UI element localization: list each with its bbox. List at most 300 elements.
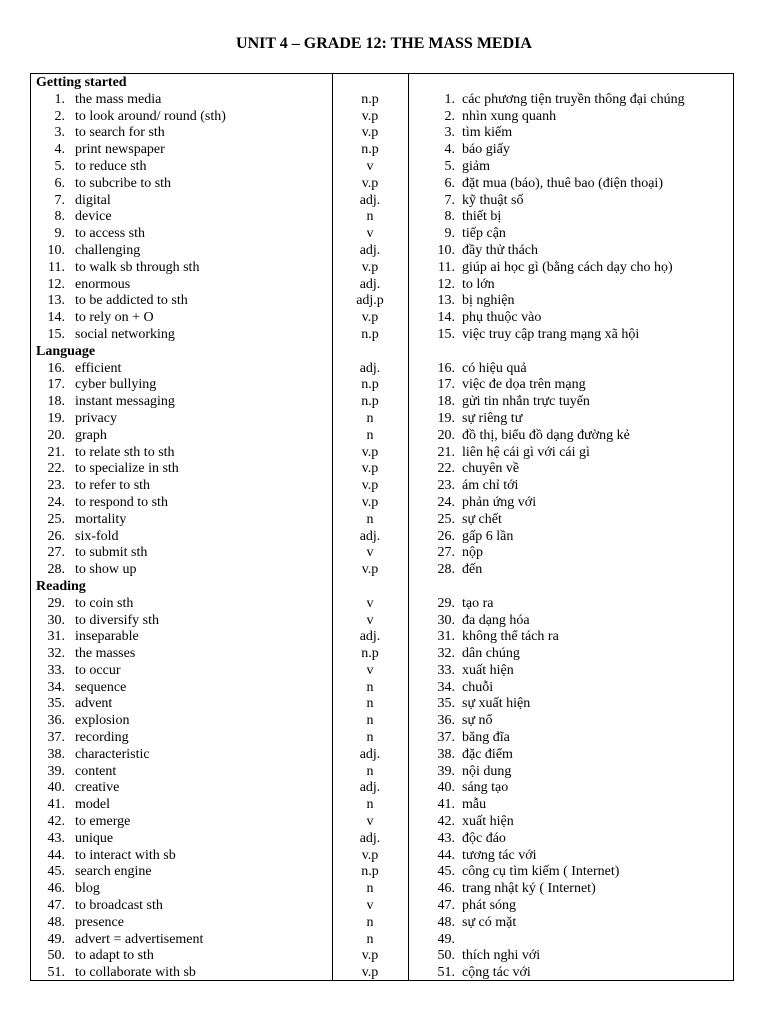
vietnamese-meaning: báo giấy xyxy=(462,142,510,158)
part-of-speech: n.p xyxy=(361,377,379,393)
vietnamese-meaning: trang nhật ký ( Internet) xyxy=(462,881,596,897)
en-number: 26. xyxy=(47,528,65,544)
table-row xyxy=(31,293,733,310)
english-term: to walk sb through sth xyxy=(75,259,200,275)
vi-number: 34. xyxy=(437,679,455,695)
vi-number: 10. xyxy=(437,242,455,258)
english-term: to refer to sth xyxy=(75,478,151,494)
en-number: 47. xyxy=(47,898,65,914)
en-number: 49. xyxy=(47,931,65,947)
en-number: 12. xyxy=(47,276,65,292)
en-number: 18. xyxy=(47,394,65,410)
english-term: content xyxy=(75,763,117,779)
vietnamese-meaning: sự chết xyxy=(462,511,502,527)
en-number: 15. xyxy=(47,326,65,342)
part-of-speech: v.p xyxy=(361,965,379,981)
part-of-speech: v.p xyxy=(361,562,379,578)
vietnamese-meaning: bị nghiện xyxy=(462,293,515,309)
table-row xyxy=(31,461,733,478)
vi-number: 35. xyxy=(437,696,455,712)
vietnamese-meaning: tạo ra xyxy=(462,595,494,611)
part-of-speech: adj.p xyxy=(356,293,384,309)
english-term: cyber bullying xyxy=(75,377,157,393)
vi-number: 24. xyxy=(437,494,455,510)
vietnamese-meaning: đa dạng hóa xyxy=(462,612,530,628)
english-term: to be addicted to sth xyxy=(75,293,188,309)
part-of-speech: v.p xyxy=(361,948,379,964)
part-of-speech: n.p xyxy=(361,91,379,107)
vietnamese-meaning: băng đĩa xyxy=(462,730,510,746)
vi-number: 14. xyxy=(437,310,455,326)
section-heading: Reading xyxy=(36,578,86,594)
part-of-speech: n.p xyxy=(361,394,379,410)
english-term: to diversify sth xyxy=(75,612,159,628)
table-row xyxy=(31,445,733,462)
en-number: 25. xyxy=(47,511,65,527)
vietnamese-meaning: tương tác với xyxy=(462,847,537,863)
english-term: characteristic xyxy=(75,746,150,762)
part-of-speech: v.p xyxy=(361,310,379,326)
english-term: sequence xyxy=(75,679,127,695)
part-of-speech: n xyxy=(366,797,374,813)
table-row xyxy=(31,495,733,512)
en-number: 48. xyxy=(47,914,65,930)
english-term: graph xyxy=(75,427,107,443)
english-term: presence xyxy=(75,914,124,930)
english-term: to relate sth to sth xyxy=(75,444,175,460)
english-term: explosion xyxy=(75,713,130,729)
vietnamese-meaning: ám chỉ tới xyxy=(462,478,519,494)
vietnamese-meaning: thiết bị xyxy=(462,209,502,225)
vi-number: 44. xyxy=(437,847,455,863)
part-of-speech: v.p xyxy=(361,259,379,275)
en-number: 39. xyxy=(47,763,65,779)
vietnamese-meaning: nội dung xyxy=(462,763,512,779)
en-number: 6. xyxy=(54,175,65,191)
table-row xyxy=(31,814,733,831)
english-term: device xyxy=(75,209,112,225)
table-row xyxy=(31,277,733,294)
vi-number: 29. xyxy=(437,595,455,611)
table-row xyxy=(31,545,733,562)
vocabulary-rows xyxy=(31,75,733,982)
table-row xyxy=(31,713,733,730)
part-of-speech: n.p xyxy=(361,326,379,342)
part-of-speech: v.p xyxy=(361,175,379,191)
vietnamese-meaning: độc đáo xyxy=(462,830,506,846)
table-row xyxy=(31,394,733,411)
table-row xyxy=(31,512,733,529)
vi-number: 4. xyxy=(444,142,455,158)
english-term: privacy xyxy=(75,410,117,426)
vietnamese-meaning: phụ thuộc vào xyxy=(462,310,542,326)
part-of-speech: v xyxy=(366,612,374,628)
vi-number: 27. xyxy=(437,545,455,561)
vi-number: 45. xyxy=(437,864,455,880)
english-term: unique xyxy=(75,830,114,846)
english-term: social networking xyxy=(75,326,175,342)
vi-number: 6. xyxy=(444,175,455,191)
part-of-speech: n xyxy=(366,696,374,712)
part-of-speech: v.p xyxy=(361,494,379,510)
part-of-speech: n xyxy=(366,713,374,729)
part-of-speech: v xyxy=(366,595,374,611)
vi-number: 16. xyxy=(437,360,455,376)
part-of-speech: v xyxy=(366,158,374,174)
en-number: 3. xyxy=(54,125,65,141)
en-number: 8. xyxy=(54,209,65,225)
vi-number: 21. xyxy=(437,444,455,460)
vietnamese-meaning: chuỗi xyxy=(462,679,494,695)
english-term: to collaborate with sb xyxy=(75,965,196,981)
part-of-speech: v xyxy=(366,814,374,830)
vi-number: 36. xyxy=(437,713,455,729)
en-number: 32. xyxy=(47,646,65,662)
en-number: 2. xyxy=(54,108,65,124)
table-row xyxy=(31,881,733,898)
vietnamese-meaning: thích nghi với xyxy=(462,948,541,964)
en-number: 20. xyxy=(47,427,65,443)
part-of-speech: v xyxy=(366,662,374,678)
english-term: to broadcast sth xyxy=(75,898,163,914)
vi-number: 22. xyxy=(437,461,455,477)
section-heading-row xyxy=(31,75,733,92)
english-term: to adapt to sth xyxy=(75,948,154,964)
table-row xyxy=(31,125,733,142)
part-of-speech: v.p xyxy=(361,125,379,141)
table-row xyxy=(31,327,733,344)
part-of-speech: n xyxy=(366,763,374,779)
vietnamese-meaning: tiếp cận xyxy=(462,226,506,242)
en-number: 1. xyxy=(54,91,65,107)
part-of-speech: adj. xyxy=(359,242,381,258)
en-number: 30. xyxy=(47,612,65,628)
english-term: to occur xyxy=(75,662,121,678)
en-number: 24. xyxy=(47,494,65,510)
table-row xyxy=(31,730,733,747)
part-of-speech: adj. xyxy=(359,192,381,208)
en-number: 41. xyxy=(47,797,65,813)
part-of-speech: adj. xyxy=(359,528,381,544)
vi-number: 8. xyxy=(444,209,455,225)
table-row xyxy=(31,142,733,159)
part-of-speech: n xyxy=(366,730,374,746)
table-row xyxy=(31,159,733,176)
part-of-speech: v.p xyxy=(361,847,379,863)
part-of-speech: adj. xyxy=(359,360,381,376)
part-of-speech: v.p xyxy=(361,478,379,494)
table-row xyxy=(31,831,733,848)
en-number: 42. xyxy=(47,814,65,830)
table-row xyxy=(31,310,733,327)
part-of-speech: n xyxy=(366,410,374,426)
en-number: 37. xyxy=(47,730,65,746)
vietnamese-meaning: không thể tách ra xyxy=(462,629,559,645)
part-of-speech: adj. xyxy=(359,830,381,846)
vi-number: 48. xyxy=(437,914,455,930)
vi-number: 43. xyxy=(437,830,455,846)
english-term: the masses xyxy=(75,646,136,662)
vi-number: 23. xyxy=(437,478,455,494)
en-number: 45. xyxy=(47,864,65,880)
english-term: to reduce sth xyxy=(75,158,147,174)
table-row xyxy=(31,629,733,646)
english-term: blog xyxy=(75,881,100,897)
english-term: to access sth xyxy=(75,226,145,242)
english-term: efficient xyxy=(75,360,122,376)
vietnamese-meaning: phản ứng với xyxy=(462,494,537,510)
en-number: 50. xyxy=(47,948,65,964)
part-of-speech: adj. xyxy=(359,629,381,645)
vi-number: 33. xyxy=(437,662,455,678)
en-number: 16. xyxy=(47,360,65,376)
table-row xyxy=(31,562,733,579)
vietnamese-meaning: các phương tiện truyền thông đại chúng xyxy=(462,91,685,107)
en-number: 44. xyxy=(47,847,65,863)
english-term: to search for sth xyxy=(75,125,165,141)
vietnamese-meaning: giúp ai học gì (bằng cách dạy cho họ) xyxy=(462,259,673,275)
part-of-speech: n.p xyxy=(361,646,379,662)
vietnamese-meaning: đầy thử thách xyxy=(462,242,539,258)
part-of-speech: v xyxy=(366,898,374,914)
vi-number: 19. xyxy=(437,410,455,426)
english-term: to subcribe to sth xyxy=(75,175,172,191)
vi-number: 17. xyxy=(437,377,455,393)
english-term: to emerge xyxy=(75,814,131,830)
table-row xyxy=(31,209,733,226)
english-term: to specialize in sth xyxy=(75,461,179,477)
vietnamese-meaning: sự riêng tư xyxy=(462,410,523,426)
vi-number: 3. xyxy=(444,125,455,141)
table-row xyxy=(31,663,733,680)
vi-number: 28. xyxy=(437,562,455,578)
table-row xyxy=(31,948,733,965)
vi-number: 41. xyxy=(437,797,455,813)
english-term: recording xyxy=(75,730,129,746)
vi-number: 9. xyxy=(444,226,455,242)
en-number: 14. xyxy=(47,310,65,326)
english-term: to show up xyxy=(75,562,137,578)
english-term: challenging xyxy=(75,242,141,258)
table-row xyxy=(31,596,733,613)
vietnamese-meaning: kỹ thuật số xyxy=(462,192,524,208)
en-number: 10. xyxy=(47,242,65,258)
table-row xyxy=(31,260,733,277)
part-of-speech: n xyxy=(366,427,374,443)
part-of-speech: v.p xyxy=(361,444,379,460)
en-number: 23. xyxy=(47,478,65,494)
vietnamese-meaning: sự nổ xyxy=(462,713,493,729)
section-heading: Getting started xyxy=(36,75,127,90)
part-of-speech: v.p xyxy=(361,461,379,477)
vi-number: 15. xyxy=(437,326,455,342)
en-number: 38. xyxy=(47,746,65,762)
part-of-speech: n xyxy=(366,931,374,947)
vi-number: 25. xyxy=(437,511,455,527)
en-number: 40. xyxy=(47,780,65,796)
en-number: 4. xyxy=(54,142,65,158)
english-term: creative xyxy=(75,780,120,796)
english-term: inseparable xyxy=(75,629,139,645)
english-term: to interact with sb xyxy=(75,847,176,863)
english-term: mortality xyxy=(75,511,127,527)
english-term: enormous xyxy=(75,276,131,292)
vi-number: 12. xyxy=(437,276,455,292)
table-row xyxy=(31,898,733,915)
table-row xyxy=(31,915,733,932)
vietnamese-meaning: nhìn xung quanh xyxy=(462,108,557,124)
en-number: 34. xyxy=(47,679,65,695)
section-heading: Language xyxy=(36,343,96,359)
vietnamese-meaning: việc đe dọa trên mạng xyxy=(462,377,586,393)
english-term: six-fold xyxy=(75,528,119,544)
vietnamese-meaning: đặc điểm xyxy=(462,746,513,762)
en-number: 22. xyxy=(47,461,65,477)
vi-number: 37. xyxy=(437,730,455,746)
english-term: to submit sth xyxy=(75,545,148,561)
en-number: 27. xyxy=(47,545,65,561)
english-term: to respond to sth xyxy=(75,494,168,510)
vi-number: 31. xyxy=(437,629,455,645)
table-row xyxy=(31,109,733,126)
english-term: instant messaging xyxy=(75,394,175,410)
vietnamese-meaning: dân chúng xyxy=(462,646,520,662)
part-of-speech: n xyxy=(366,881,374,897)
en-number: 35. xyxy=(47,696,65,712)
part-of-speech: v.p xyxy=(361,108,379,124)
vi-number: 49. xyxy=(437,931,455,947)
vietnamese-meaning: gấp 6 lần xyxy=(462,528,514,544)
vi-number: 20. xyxy=(437,427,455,443)
vi-number: 39. xyxy=(437,763,455,779)
table-row xyxy=(31,764,733,781)
table-row xyxy=(31,529,733,546)
vi-number: 11. xyxy=(438,259,455,275)
vi-number: 18. xyxy=(437,394,455,410)
vi-number: 46. xyxy=(437,881,455,897)
en-number: 17. xyxy=(47,377,65,393)
part-of-speech: v xyxy=(366,545,374,561)
en-number: 51. xyxy=(47,965,65,981)
vietnamese-meaning: việc truy cập trang mạng xã hội xyxy=(462,326,640,342)
english-term: model xyxy=(75,797,110,813)
vi-number: 47. xyxy=(437,898,455,914)
vietnamese-meaning: có hiệu quả xyxy=(462,360,527,376)
en-number: 33. xyxy=(47,662,65,678)
part-of-speech: adj. xyxy=(359,746,381,762)
en-number: 36. xyxy=(47,713,65,729)
table-row xyxy=(31,613,733,630)
part-of-speech: n.p xyxy=(361,142,379,158)
table-row xyxy=(31,965,733,982)
part-of-speech: adj. xyxy=(359,276,381,292)
en-number: 7. xyxy=(54,192,65,208)
table-row xyxy=(31,478,733,495)
vietnamese-meaning: đến xyxy=(462,562,483,578)
english-term: print newspaper xyxy=(75,142,165,158)
english-term: the mass media xyxy=(75,91,162,107)
table-row xyxy=(31,176,733,193)
vietnamese-meaning: nộp xyxy=(462,545,483,561)
vietnamese-meaning: liên hệ cái gì với cái gì xyxy=(462,444,590,460)
vi-number: 7. xyxy=(444,192,455,208)
en-number: 19. xyxy=(47,410,65,426)
vi-number: 30. xyxy=(437,612,455,628)
table-row xyxy=(31,932,733,949)
table-row xyxy=(31,377,733,394)
vietnamese-meaning: đồ thị, biểu đồ dạng đường kẻ xyxy=(462,427,630,443)
vietnamese-meaning: công cụ tìm kiếm ( Internet) xyxy=(462,864,620,880)
vietnamese-meaning: cộng tác với xyxy=(462,965,531,981)
vi-number: 50. xyxy=(437,948,455,964)
vi-number: 38. xyxy=(437,746,455,762)
part-of-speech: n xyxy=(366,209,374,225)
table-row xyxy=(31,361,733,378)
table-row xyxy=(31,848,733,865)
vi-number: 13. xyxy=(437,293,455,309)
en-number: 43. xyxy=(47,830,65,846)
part-of-speech: n.p xyxy=(361,864,379,880)
en-number: 21. xyxy=(47,444,65,460)
page-title: UNIT 4 – GRADE 12: THE MASS MEDIA xyxy=(236,35,532,52)
part-of-speech: adj. xyxy=(359,780,381,796)
vietnamese-meaning: đặt mua (báo), thuê bao (điện thoại) xyxy=(462,175,663,191)
en-number: 46. xyxy=(47,881,65,897)
table-row xyxy=(31,243,733,260)
part-of-speech: n xyxy=(366,914,374,930)
vi-number: 51. xyxy=(437,965,455,981)
table-row xyxy=(31,747,733,764)
vi-number: 26. xyxy=(437,528,455,544)
table-row xyxy=(31,411,733,428)
vi-number: 2. xyxy=(444,108,455,124)
table-row xyxy=(31,646,733,663)
en-number: 28. xyxy=(47,562,65,578)
english-term: to rely on + O xyxy=(75,310,154,326)
part-of-speech: v xyxy=(366,226,374,242)
en-number: 29. xyxy=(47,595,65,611)
english-term: to look around/ round (sth) xyxy=(75,108,226,124)
section-heading-row xyxy=(31,344,733,361)
vietnamese-meaning: gửi tin nhắn trực tuyến xyxy=(462,394,590,410)
vi-number: 1. xyxy=(444,91,455,107)
vietnamese-meaning: sự xuất hiện xyxy=(462,696,531,712)
vietnamese-meaning: xuất hiện xyxy=(462,814,514,830)
en-number: 9. xyxy=(54,226,65,242)
table-row xyxy=(31,193,733,210)
vietnamese-meaning: chuyên về xyxy=(462,461,520,477)
table-row xyxy=(31,680,733,697)
vietnamese-meaning: sự có mặt xyxy=(462,914,517,930)
english-term: to coin sth xyxy=(75,595,134,611)
table-row xyxy=(31,797,733,814)
table-row xyxy=(31,428,733,445)
vietnamese-meaning: xuất hiện xyxy=(462,662,514,678)
vi-number: 5. xyxy=(444,158,455,174)
table-row xyxy=(31,696,733,713)
section-heading-row xyxy=(31,579,733,596)
vi-number: 42. xyxy=(437,814,455,830)
vietnamese-meaning: mẫu xyxy=(462,797,487,813)
english-term: search engine xyxy=(75,864,152,880)
vietnamese-meaning: phát sóng xyxy=(462,898,517,914)
en-number: 31. xyxy=(47,629,65,645)
vietnamese-meaning: giảm xyxy=(462,158,490,174)
english-term: advert = advertisement xyxy=(75,931,204,947)
en-number: 13. xyxy=(47,293,65,309)
part-of-speech: n xyxy=(366,679,374,695)
vi-number: 40. xyxy=(437,780,455,796)
